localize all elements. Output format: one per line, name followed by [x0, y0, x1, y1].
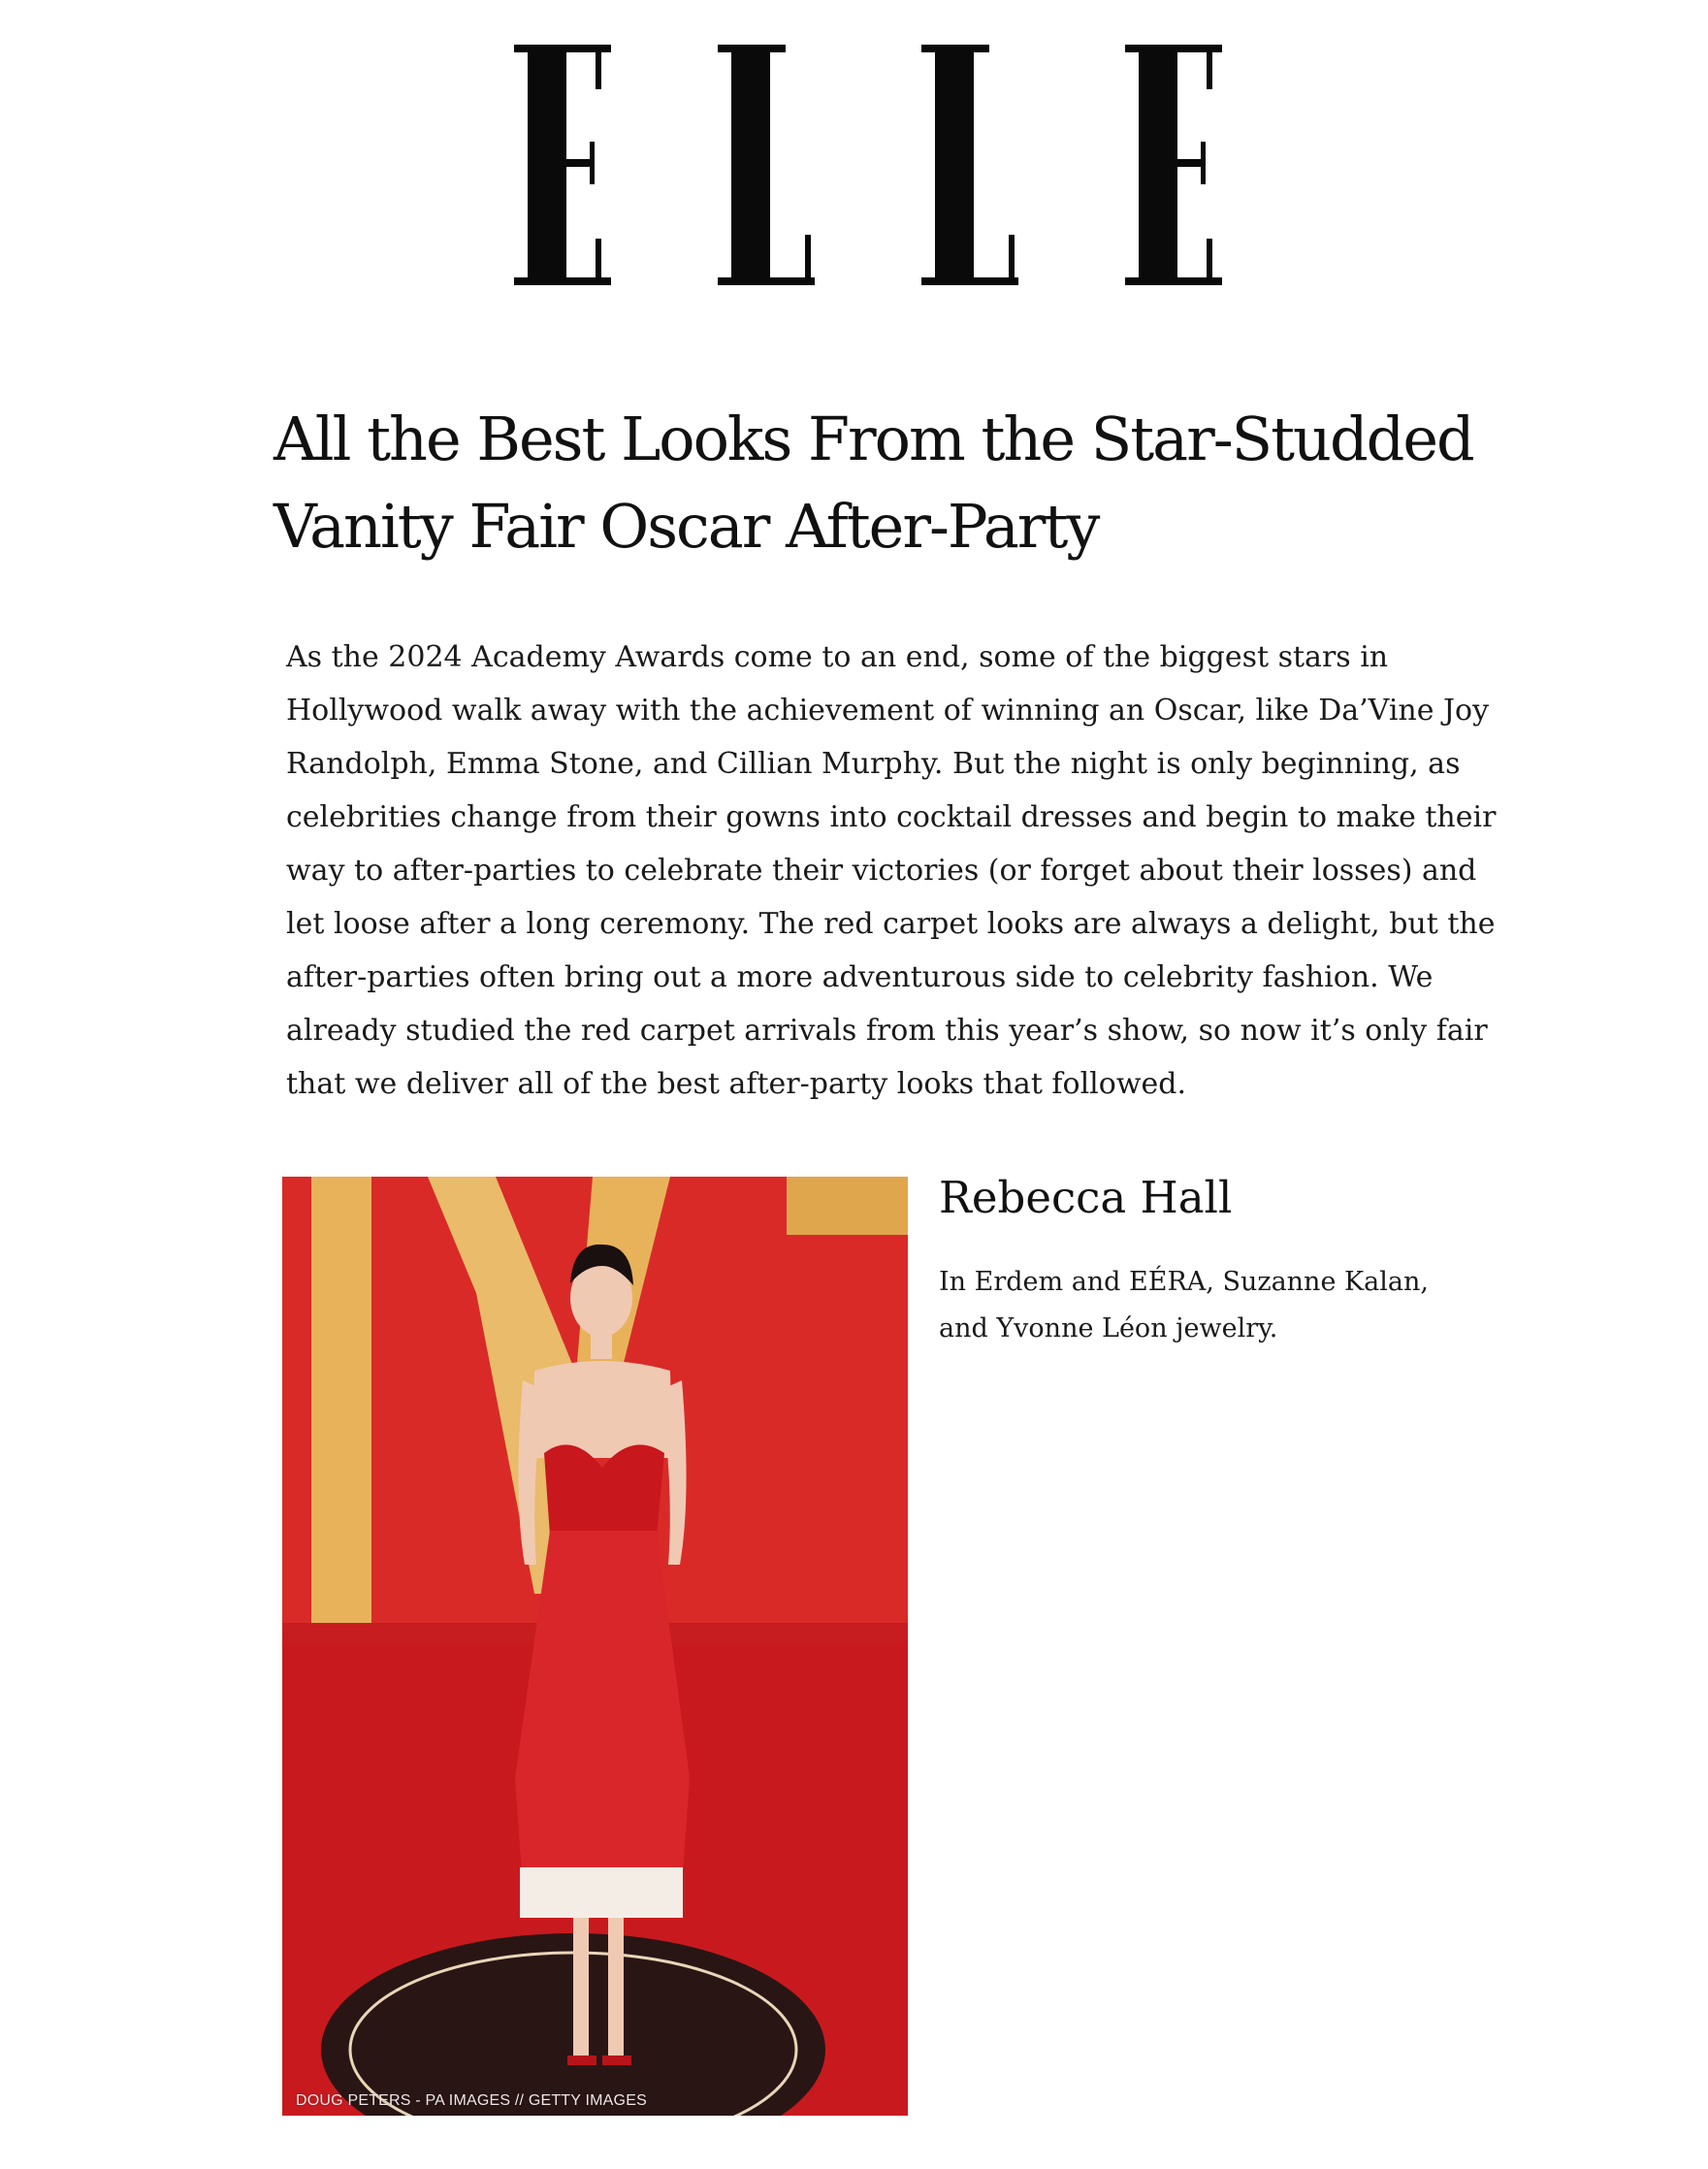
photo-credit: DOUG PETERS - PA IMAGES // GETTY IMAGES	[296, 2092, 647, 2109]
elle-logo[interactable]	[514, 45, 1222, 287]
elle-logo-letter-e1	[514, 45, 611, 285]
elle-logo-letter-l2	[921, 45, 1018, 285]
headline-line-2: Vanity Fair Oscar After-Party	[274, 491, 1099, 562]
article-intro: As the 2024 Academy Awards come to an end, some of the biggest stars in Hollywood walk away with the achievement of winning an Oscar, like Da’Vine Joy Randolph, Emma Stone, and Cillian Murphy. But the night is only beginning, as celebrities change from their gowns into cocktail dresses and begin to make their way to after-parties to celebrate their victories (or forget about their losses) and let loose after a long ceremony. The red carpet looks are always a delight, but the after-parties often bring out a more adventurous side to celebrity fashion. We already studied the red carpet arrivals from this year’s show, so now it’s only fair that we deliver all of the best after-party looks that followed.	[286, 640, 1497, 1101]
article-headline	[274, 396, 1534, 570]
elle-logo-letter-e2	[1125, 45, 1222, 285]
look-caption: In Erdem and EÉRA, Suzanne Kalan, and Yvonne Léon jewelry.	[939, 1267, 1429, 1343]
look-photo-illustration	[282, 1177, 908, 2116]
look-name: Rebecca Hall	[939, 1172, 1233, 1223]
look-photo[interactable]	[282, 1177, 908, 2116]
elle-logo-letter-l1	[718, 45, 815, 285]
headline-line-1: All the Best Looks From the Star-Studded	[274, 404, 1473, 474]
